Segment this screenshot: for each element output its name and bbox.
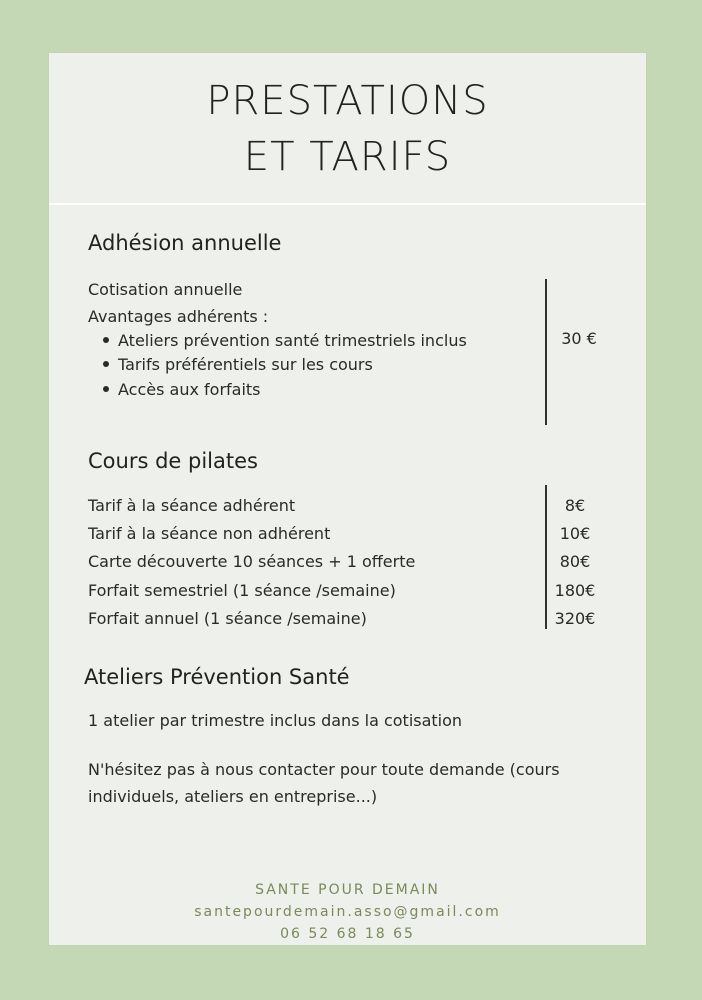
ateliers-description: 1 atelier par trimestre inclus dans la cotisation <box>88 711 463 730</box>
bullet-icon <box>103 361 109 367</box>
title-line-2: ET TARIFS <box>243 134 452 180</box>
title-divider <box>49 203 646 205</box>
contact-line-1: N'hésitez pas à nous contacter pour toute demande (cours <box>88 760 560 779</box>
bullet-text: Accès aux forfaits <box>118 380 261 399</box>
footer-email[interactable]: santepourdemain.asso@gmail.com <box>194 904 501 920</box>
bullet-icon <box>103 386 109 392</box>
adhesion-bullet-2 <box>103 355 373 374</box>
adhesion-price-separator <box>545 279 547 425</box>
pilates-row-2-label: Tarif à la séance non adhérent <box>88 524 331 543</box>
adhesion-avantages-label: Avantages adhérents : <box>88 307 269 326</box>
pilates-heading: Cours de pilates <box>88 449 258 473</box>
adhesion-cotisation: Cotisation annuelle <box>88 280 243 299</box>
pilates-row-3-price: 80€ <box>559 552 591 571</box>
tarifs-card <box>49 53 646 945</box>
pilates-row-5-price: 320€ <box>554 609 596 628</box>
pilates-row-4-label: Forfait semestriel (1 séance /semaine) <box>88 581 396 600</box>
contact-paragraph <box>88 756 628 810</box>
contact-line-2: individuels, ateliers en entreprise...) <box>88 787 378 806</box>
footer-org-name: SANTE POUR DEMAIN <box>255 882 440 898</box>
pilates-row-4-price: 180€ <box>554 581 596 600</box>
pilates-row-5-label: Forfait annuel (1 séance /semaine) <box>88 609 367 628</box>
title-line-1: PRESTATIONS <box>206 78 489 124</box>
adhesion-bullet-1 <box>103 331 467 350</box>
adhesion-price: 30 € <box>561 329 597 348</box>
pilates-row-1-price: 8€ <box>564 496 586 515</box>
bullet-icon <box>103 337 109 343</box>
ateliers-heading: Ateliers Prévention Santé <box>84 665 350 689</box>
bullet-text: Ateliers prévention santé trimestriels inclus <box>118 331 467 350</box>
page-title <box>49 73 646 185</box>
footer-phone[interactable]: 06 52 68 18 65 <box>280 926 415 942</box>
pilates-row-1-label: Tarif à la séance adhérent <box>88 496 296 515</box>
adhesion-bullet-3 <box>103 380 261 399</box>
adhesion-heading: Adhésion annuelle <box>88 231 282 255</box>
pilates-row-2-price: 10€ <box>559 524 591 543</box>
bullet-text: Tarifs préférentiels sur les cours <box>118 355 373 374</box>
pilates-row-3-label: Carte découverte 10 séances + 1 offerte <box>88 552 416 571</box>
